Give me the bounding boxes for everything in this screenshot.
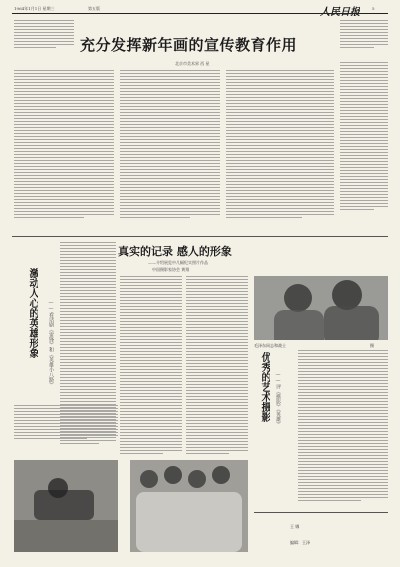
photo-article-subtitle: ——介绍展览中几幅纪实照片作品 (148, 260, 208, 265)
right-feature-subtitle: ——评《摄影》《英雄》 (275, 372, 281, 427)
photo-article-byline: 中国摄影家协会 黄翔 (152, 267, 190, 272)
group-photo (130, 460, 248, 552)
photo-article-column-1 (120, 276, 182, 456)
left-feature-title: 激动人心的英雄形象 (27, 268, 38, 358)
left-feature-subtitle: ——看话剧《雷锋》和《英雄小八路》 (48, 300, 54, 387)
soldiers-photo-credit: 摄 (370, 343, 374, 348)
photo-article-column-2 (186, 276, 248, 456)
right-feature-text (298, 350, 388, 508)
right-feature-title: 优秀的艺术摄影 (259, 352, 270, 422)
bottom-right-author: 王 娜 (290, 524, 300, 529)
soldier-aiming-photo (14, 460, 118, 552)
section-divider (12, 236, 388, 237)
bottom-right-meta: 编辑：王泽 (290, 540, 310, 545)
newspaper-logo (320, 3, 360, 18)
intro-text-block-right (340, 20, 388, 58)
header-page: 第五版 (88, 6, 100, 11)
main-article-column-2 (120, 70, 220, 230)
main-article-column-4 (340, 62, 388, 232)
photo-article-title: 真实的记录 感人的形象 (118, 245, 232, 258)
intro-text-block (14, 20, 74, 58)
main-byline: 北京市美术界 西 星 (175, 61, 210, 66)
soldiers-photo-caption: 毛泽东同志和战士 (254, 343, 286, 348)
main-article-column-1 (14, 70, 114, 230)
masthead-rule (12, 13, 388, 14)
bottom-right-divider (254, 512, 388, 513)
main-article-column-3 (226, 70, 334, 230)
header-page-number: 5 (372, 6, 375, 11)
main-headline: 充分发挥新年画的宣传教育作用 (80, 36, 298, 54)
left-feature-text-bottom (14, 405, 118, 455)
header-date: 1964年1月1日 星期三 (14, 6, 55, 11)
soldiers-photo (254, 276, 388, 340)
